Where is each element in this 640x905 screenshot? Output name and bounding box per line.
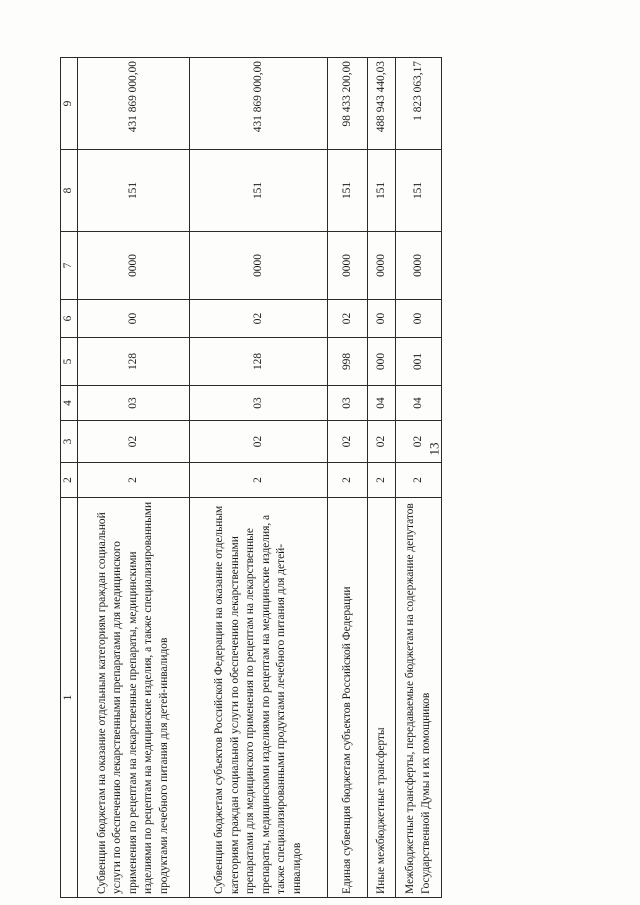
table-row [78,58,190,898]
code-cell: 02 [190,300,328,338]
code-cell: 00 [78,300,190,338]
column-header: 7 [61,232,78,300]
table-row [328,58,368,898]
table-row [368,58,396,898]
amount-cell: 431 869 000,00 [190,58,328,150]
code-cell: 02 [190,421,328,463]
column-header: 9 [61,58,78,150]
budget-table [60,57,442,898]
table-row [190,58,328,898]
code-cell: 998 [328,338,368,386]
row-name-cell: Иные межбюджетные трансферты [368,498,396,898]
code-cell: 02 [328,421,368,463]
code-cell: 04 [396,386,442,421]
code-cell: 0000 [396,232,442,300]
code-cell: 02 [328,300,368,338]
code-cell: 00 [368,300,396,338]
row-name-cell: Субвенции бюджетам на оказание отдельным категориям граждан социальной услуги по обеспечению лекарственными препаратами для медицинского применения по рецептам на лекарственные препараты, медицинскими изделиями по рецептам на медицинские изделия, а также специализированными продуктами лечебного питания для детей-инвалидов [78,498,190,898]
row-name-cell: Субвенции бюджетам субъектов Российской Федерации на оказание отдельным категориям граждан социальной услуги по обеспечению лекарственными препаратами для медицинского применения по рецептам на лекарственные препараты, медицинскими изделиями по рецептам на медицинские изделия, а также специализированными продуктами лечебного питания для детей-инвалидов [190,498,328,898]
row-name-cell: Единая субвенция бюджетам субъектов Российской Федерации [328,498,368,898]
code-cell: 0000 [78,232,190,300]
column-header: 6 [61,300,78,338]
code-cell: 02 [368,421,396,463]
column-header: 4 [61,386,78,421]
code-cell: 2 [78,463,190,498]
table-container [60,58,440,898]
code-cell: 2 [368,463,396,498]
code-cell: 03 [190,386,328,421]
code-cell: 2 [190,463,328,498]
code-cell: 03 [328,386,368,421]
amount-cell: 1 823 063,17 [396,58,442,150]
code-cell: 151 [368,150,396,232]
page-number: 13 [426,442,442,456]
code-cell: 151 [328,150,368,232]
code-cell: 151 [190,150,328,232]
column-header: 8 [61,150,78,232]
code-cell: 128 [78,338,190,386]
code-cell: 02 [396,421,442,463]
code-cell: 001 [396,338,442,386]
column-header: 5 [61,338,78,386]
code-cell: 04 [368,386,396,421]
table-rotated-wrapper [60,58,440,898]
code-cell: 0000 [190,232,328,300]
column-header: 3 [61,421,78,463]
code-cell: 0000 [328,232,368,300]
column-header: 2 [61,463,78,498]
code-cell: 00 [396,300,442,338]
table-header-row [61,58,78,898]
code-cell: 02 [78,421,190,463]
amount-cell: 98 433 200,00 [328,58,368,150]
code-cell: 128 [190,338,328,386]
code-cell: 2 [396,463,442,498]
code-cell: 03 [78,386,190,421]
table-row [396,58,442,898]
amount-cell: 488 943 440,03 [368,58,396,150]
code-cell: 0000 [368,232,396,300]
column-header: 1 [61,498,78,898]
row-name-cell: Межбюджетные трансферты, передаваемые бюджетам на содержание депутатов Государственной Думы и их помощников [396,498,442,898]
code-cell: 151 [396,150,442,232]
amount-cell: 431 869 000,00 [78,58,190,150]
code-cell: 000 [368,338,396,386]
code-cell: 2 [328,463,368,498]
code-cell: 151 [78,150,190,232]
